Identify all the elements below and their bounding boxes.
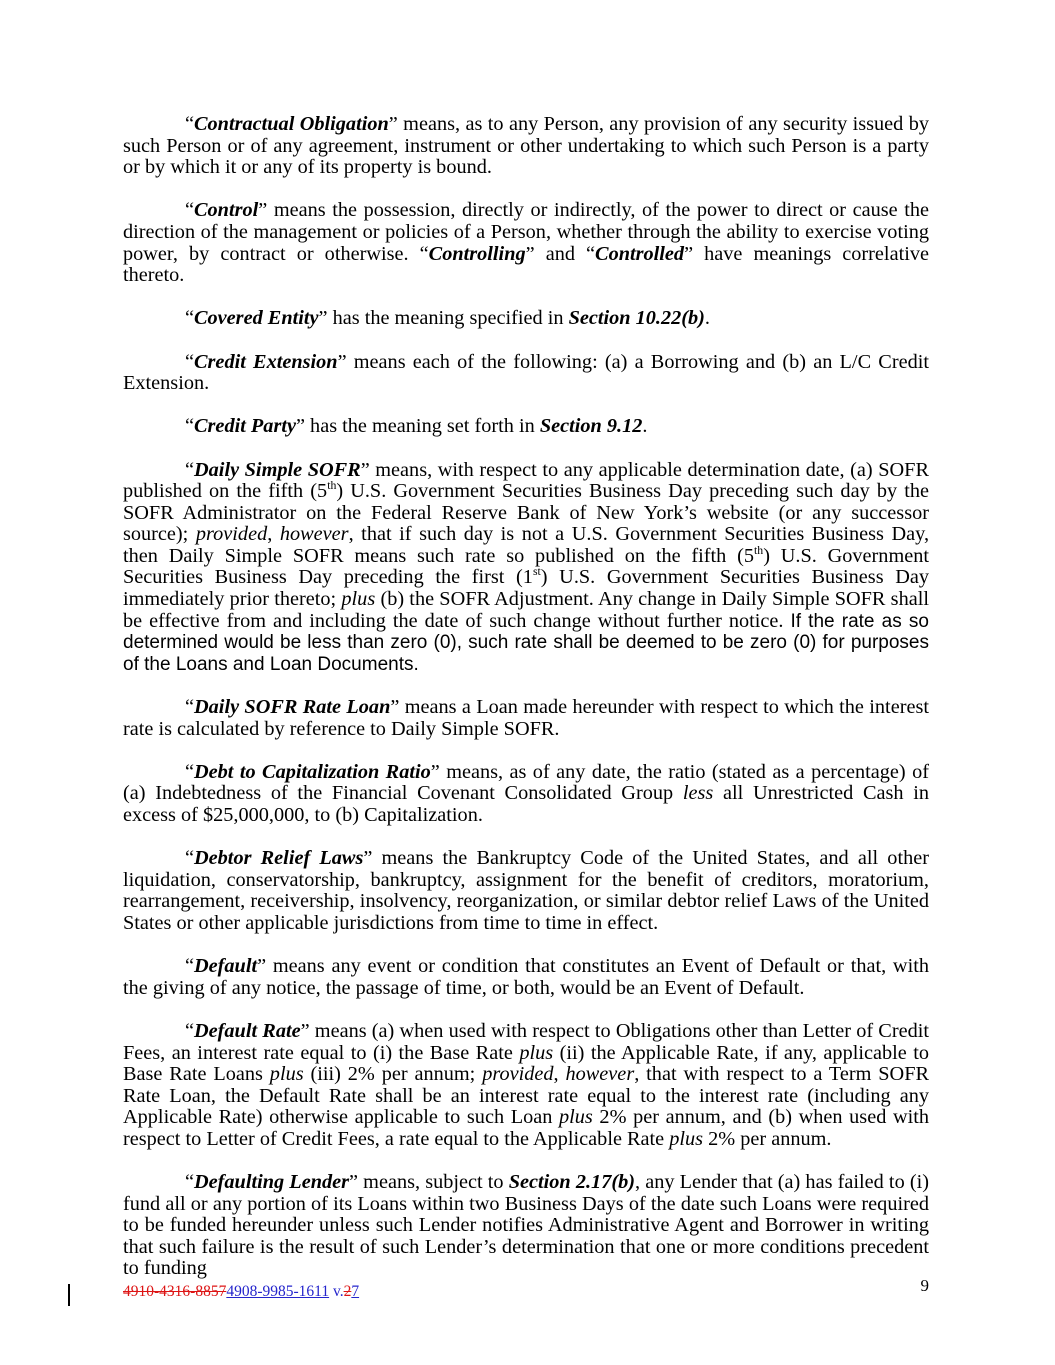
document-body bbox=[123, 114, 929, 1302]
text-run: Debtor Relief Laws bbox=[194, 847, 364, 870]
version-old: 2 bbox=[343, 1283, 352, 1300]
text-run: . bbox=[642, 415, 648, 438]
text-run: ” means the possession, directly or indirectly, of the power to direct or cause the direction of the management or policies of a Person, whether through the ability to exercise voting power, by contract or otherwise. “ bbox=[123, 199, 929, 265]
text-run: Section 10.22(b) bbox=[568, 307, 705, 330]
text-run: “ bbox=[185, 458, 195, 481]
text-run: th bbox=[754, 544, 764, 558]
text-run: . bbox=[704, 307, 710, 330]
text-run: th bbox=[327, 479, 337, 493]
text-run: “ bbox=[185, 847, 195, 870]
text-run: Section 2.17(b) bbox=[508, 1171, 635, 1194]
text-run: ” has the meaning set forth in bbox=[295, 415, 540, 438]
text-run: Covered Entity bbox=[194, 307, 319, 330]
text-run: Daily Simple SOFR bbox=[194, 458, 361, 481]
text-run: Credit Party bbox=[194, 415, 296, 438]
text-run: Contractual Obligation bbox=[194, 113, 389, 135]
paragraph-debt-to-capitalization-ratio bbox=[123, 762, 929, 827]
text-run: Control bbox=[194, 199, 259, 222]
text-run: plus bbox=[559, 1106, 593, 1129]
paragraph-control bbox=[123, 200, 929, 286]
text-run: ” have meanings correlative thereto. bbox=[123, 242, 929, 287]
text-run: “ bbox=[185, 696, 195, 719]
change-bar bbox=[68, 1284, 70, 1306]
text-run: , bbox=[267, 523, 280, 546]
text-run: “ bbox=[185, 1171, 195, 1194]
text-run: ) U.S. Government Securities Business Day preceding the first (1 bbox=[123, 544, 930, 589]
text-run: plus bbox=[269, 1063, 304, 1086]
text-run: ” means, with respect to any applicable determination date, (a) SOFR published on the fifth (5 bbox=[123, 458, 929, 503]
text-run: , that with respect to a Term SOFR Rate Loan, the Default Rate shall be an interest rate equal to the interest rate (including any Applicable Rate) otherwise applicable to such Loan bbox=[123, 1063, 929, 1129]
text-run: ) U.S. Government Securities Business Day immediately prior thereto; bbox=[123, 566, 930, 611]
text-run: ” means any event or condition that constitutes an Event of Default or that, with the giving of any notice, the passage of time, or both, would be an Event of Default. bbox=[123, 955, 929, 999]
paragraph-credit-party bbox=[123, 416, 929, 438]
paragraph-debtor-relief-laws bbox=[123, 848, 929, 934]
text-run: ” means, as to any Person, any provision of any security issued by such Person or of any agreement, instrument or other undertaking to which such Person is a party or by which it or any of its property is bound. bbox=[123, 113, 930, 179]
text-run: however bbox=[565, 1063, 635, 1086]
text-run: Controlled bbox=[595, 242, 685, 265]
text-run: ” and “ bbox=[525, 242, 596, 265]
text-run: “ bbox=[185, 350, 195, 373]
paragraph-daily-simple-sofr bbox=[123, 460, 929, 676]
text-run: Credit Extension bbox=[194, 350, 338, 373]
text-run: ” means a Loan made hereunder with respect to which the interest rate is calculated by reference to Daily Simple SOFR. bbox=[123, 696, 929, 740]
text-run: If the rate as so determined would be less than zero (0), such rate shall be deemed to be zero (0) for purposes of the Loans and Loan Documents. bbox=[123, 610, 929, 675]
text-run: ) U.S. Government Securities Business Day preceding such day by the SOFR Administrator on the Federal Reserve Bank of New York’s website (or any successor source); bbox=[123, 480, 929, 546]
text-run: ” means (a) when used with respect to Obligations other than Letter of Credit Fees, an interest rate equal to (i) the Base Rate bbox=[123, 1019, 929, 1064]
text-run: , any Lender that (a) has failed to (i) fund all or any portion of its Loans within two Business Days of the date such Loans were required to be funded hereunder unless such Lender notifies Administrative Agent and Borrower in writing that such failure is the result of such Lender’s determination that one or more conditions precedent to funding bbox=[123, 1171, 929, 1280]
text-run: (b) the SOFR Adjustment. Any change in Daily Simple SOFR shall be effective from and including the date of such change without further notice. bbox=[123, 588, 929, 632]
text-run: Controlling bbox=[428, 242, 526, 265]
paragraph-defaulting-lender bbox=[123, 1172, 929, 1280]
paragraph-default-rate bbox=[123, 1021, 929, 1151]
text-run: “ bbox=[185, 760, 195, 783]
text-run: “ bbox=[185, 1019, 195, 1042]
text-run: provided bbox=[195, 523, 268, 546]
text-run: ” means, subject to bbox=[349, 1171, 509, 1194]
text-run: Section 9.12 bbox=[539, 415, 643, 438]
version-prefix: v. bbox=[329, 1283, 344, 1300]
paragraph-default bbox=[123, 956, 929, 999]
text-run: plus bbox=[341, 588, 376, 611]
text-run: “ bbox=[185, 199, 195, 222]
docid-old: 4910-4316-8857 bbox=[123, 1283, 227, 1300]
text-run: Default bbox=[194, 955, 258, 978]
text-run: Default Rate bbox=[194, 1019, 301, 1042]
text-run: , bbox=[553, 1063, 566, 1086]
text-run: ” has the meaning specified in bbox=[318, 307, 569, 330]
text-run: (ii) the Applicable Rate, if any, applicable to Base Rate Loans bbox=[123, 1041, 930, 1086]
text-run: “ bbox=[185, 415, 195, 438]
page-footer bbox=[0, 1270, 1055, 1330]
version-new: 7 bbox=[351, 1283, 360, 1300]
text-run: all Unrestricted Cash in excess of $25,000,000, to (b) Capitalization. bbox=[123, 782, 929, 826]
text-run: however bbox=[279, 523, 349, 546]
text-run: ” means the Bankruptcy Code of the United States, and all other liquidation, conservatorship, bankruptcy, assignment for the benefit of creditors, moratorium, rearrangement, receivership, insolvency, reorganization, or similar debtor relief Laws of the United States or other applicable jurisdictions from time to time in effect. bbox=[123, 847, 929, 934]
page-number: 9 bbox=[920, 1276, 929, 1295]
text-run: “ bbox=[185, 113, 195, 135]
text-run: Debt to Capitalization Ratio bbox=[194, 760, 431, 783]
text-run: 2% per annum. bbox=[703, 1127, 832, 1150]
paragraph-credit-extension bbox=[123, 352, 929, 395]
text-run: st bbox=[532, 565, 541, 579]
text-run: ” means, as of any date, the ratio (stated as a percentage) of (a) Indebtedness of the Financial Covenant Consolidated Group bbox=[123, 760, 929, 805]
text-run: “ bbox=[185, 955, 195, 978]
text-run: ” means each of the following: (a) a Borrowing and (b) an L/C Credit Extension. bbox=[123, 350, 929, 395]
text-run: Defaulting Lender bbox=[194, 1171, 350, 1194]
text-run: (iii) 2% per annum; bbox=[303, 1063, 483, 1086]
paragraph-contractual-obligation bbox=[123, 114, 929, 179]
text-run: provided bbox=[482, 1063, 554, 1086]
text-run: plus bbox=[519, 1041, 554, 1064]
text-run: less bbox=[682, 782, 714, 805]
document-id-stamp bbox=[123, 1283, 359, 1301]
paragraph-covered-entity bbox=[123, 308, 929, 330]
text-run: 2% per annum, and (b) when used with respect to Letter of Credit Fees, a rate equal to the Applicable Rate bbox=[123, 1106, 930, 1150]
paragraph-daily-sofr-rate-loan bbox=[123, 697, 929, 740]
text-run: Daily SOFR Rate Loan bbox=[194, 696, 391, 719]
text-run: , that if such day is not a U.S. Government Securities Business Day, then Daily Simple SOFR means such rate so published on the fifth (5 bbox=[123, 523, 930, 567]
docid-new: 4908-9985-1611 bbox=[226, 1283, 330, 1300]
text-run: plus bbox=[669, 1127, 704, 1150]
text-run: “ bbox=[185, 307, 195, 330]
